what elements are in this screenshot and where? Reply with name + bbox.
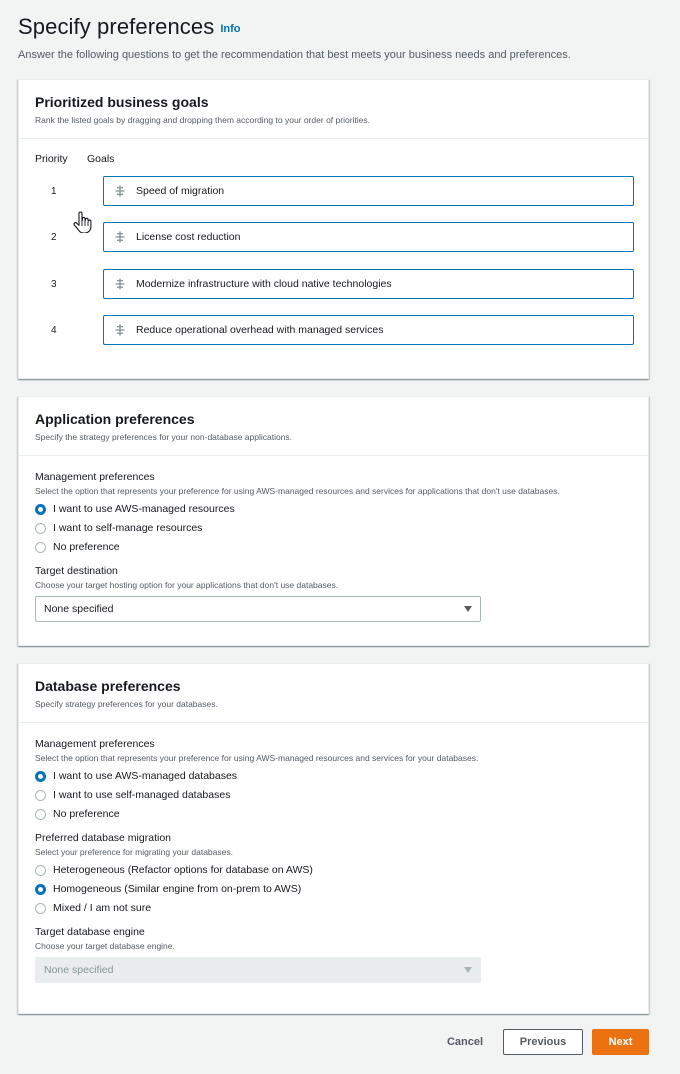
radio-label: I want to use AWS-managed databases: [53, 770, 238, 782]
goal-priority: 4: [51, 324, 57, 336]
field-description: Select the option that represents your preference for using AWS-managed resources and services for your databases.: [35, 753, 479, 763]
radio-button[interactable]: [35, 542, 46, 553]
goals-panel: [18, 79, 649, 379]
next-button[interactable]: Next: [592, 1029, 649, 1055]
radio-button[interactable]: [35, 865, 46, 876]
app-target-destination: [35, 565, 632, 622]
goals-table-header: [35, 153, 632, 165]
radio-button-selected[interactable]: [35, 771, 46, 782]
radio-option-no-preference[interactable]: [35, 541, 632, 553]
field-label: Management preferences: [35, 738, 155, 750]
select-value: None specified: [44, 603, 114, 615]
page-header: [18, 14, 668, 61]
radio-label: Mixed / I am not sure: [53, 902, 152, 914]
select-value: None specified: [44, 964, 114, 976]
radio-button-selected[interactable]: [35, 504, 46, 515]
db-target-engine: [35, 926, 632, 983]
radio-option-no-preference[interactable]: [35, 808, 632, 820]
target-database-engine-select: [35, 957, 481, 983]
field-label: Management preferences: [35, 471, 155, 483]
drag-handle-icon[interactable]: [114, 231, 126, 243]
drag-handle-icon[interactable]: [114, 324, 126, 336]
app-management-preferences: [35, 471, 632, 553]
caret-down-icon: [464, 967, 472, 973]
radio-label: I want to self-manage resources: [53, 522, 203, 534]
radio-option-self-managed-databases[interactable]: [35, 789, 632, 801]
field-description: Choose your target hosting option for your applications that don't use databases.: [35, 580, 339, 590]
radio-option-heterogeneous[interactable]: [35, 864, 632, 876]
goal-item-license-cost-reduction[interactable]: [103, 222, 634, 252]
application-preferences-panel: [18, 396, 649, 646]
goal-label: License cost reduction: [136, 231, 241, 243]
radio-button[interactable]: [35, 903, 46, 914]
goals-column-header: Goals: [87, 153, 115, 165]
radio-button[interactable]: [35, 809, 46, 820]
goals-title: Prioritized business goals: [35, 94, 209, 110]
drag-handle-icon[interactable]: [114, 185, 126, 197]
page-description: Answer the following questions to get the recommendation that best meets your business needs and preferences.: [18, 49, 571, 61]
goal-priority: 1: [51, 185, 57, 197]
radio-option-homogeneous[interactable]: [35, 883, 632, 895]
cancel-button[interactable]: Cancel: [445, 1029, 485, 1055]
field-label: Preferred database migration: [35, 832, 171, 844]
goal-row: [35, 176, 634, 206]
radio-label: I want to use AWS-managed resources: [53, 503, 235, 515]
goal-priority: 3: [51, 278, 57, 290]
radio-label: I want to use self-managed databases: [53, 789, 231, 801]
field-label: Target database engine: [35, 926, 145, 938]
database-preferences-title: Database preferences: [35, 678, 181, 694]
wizard-footer: [445, 1029, 649, 1055]
goal-label: Reduce operational overhead with managed services: [136, 324, 384, 336]
radio-option-aws-managed-resources[interactable]: [35, 503, 632, 515]
target-destination-select[interactable]: [35, 596, 481, 622]
radio-button[interactable]: [35, 790, 46, 801]
field-label: Target destination: [35, 565, 118, 577]
application-preferences-title: Application preferences: [35, 411, 195, 427]
goal-item-speed-of-migration[interactable]: [103, 176, 634, 206]
field-description: Choose your target database engine.: [35, 941, 175, 951]
goal-label: Modernize infrastructure with cloud native technologies: [136, 278, 392, 290]
database-preferences-panel: [18, 663, 649, 1014]
radio-button-selected[interactable]: [35, 884, 46, 895]
drag-handle-icon[interactable]: [114, 278, 126, 290]
field-description: Select your preference for migrating your databases.: [35, 847, 233, 857]
radio-label: No preference: [53, 808, 120, 820]
previous-button[interactable]: Previous: [503, 1029, 583, 1055]
goal-item-modernize-infrastructure[interactable]: [103, 269, 634, 299]
radio-button[interactable]: [35, 523, 46, 534]
hand-cursor-icon: [72, 211, 92, 233]
goal-row: [35, 222, 634, 252]
page-title: Specify preferences: [18, 14, 215, 39]
database-preferences-subtitle: Specify strategy preferences for your databases.: [35, 699, 218, 709]
caret-down-icon: [464, 606, 472, 612]
db-preferred-migration: [35, 832, 632, 914]
application-preferences-subtitle: Specify the strategy preferences for your non-database applications.: [35, 432, 293, 442]
radio-label: Homogeneous (Similar engine from on-prem to AWS): [53, 883, 302, 895]
db-management-preferences: [35, 738, 632, 820]
goal-priority: 2: [51, 231, 57, 243]
field-description: Select the option that represents your preference for using AWS-managed resources and services for applications that don't use databases.: [35, 486, 560, 496]
goal-row: [35, 315, 634, 345]
radio-option-self-manage-resources[interactable]: [35, 522, 632, 534]
radio-option-aws-managed-databases[interactable]: [35, 770, 632, 782]
info-link[interactable]: Info: [220, 23, 241, 35]
goal-item-reduce-operational-overhead[interactable]: [103, 315, 634, 345]
goals-subtitle: Rank the listed goals by dragging and dropping them according to your order of priorities.: [35, 115, 370, 125]
radio-label: Heterogeneous (Refactor options for database on AWS): [53, 864, 313, 876]
priority-column-header: Priority: [35, 153, 68, 165]
goal-label: Speed of migration: [136, 185, 225, 197]
radio-label: No preference: [53, 541, 120, 553]
goal-row: [35, 269, 634, 299]
radio-option-mixed[interactable]: [35, 902, 632, 914]
